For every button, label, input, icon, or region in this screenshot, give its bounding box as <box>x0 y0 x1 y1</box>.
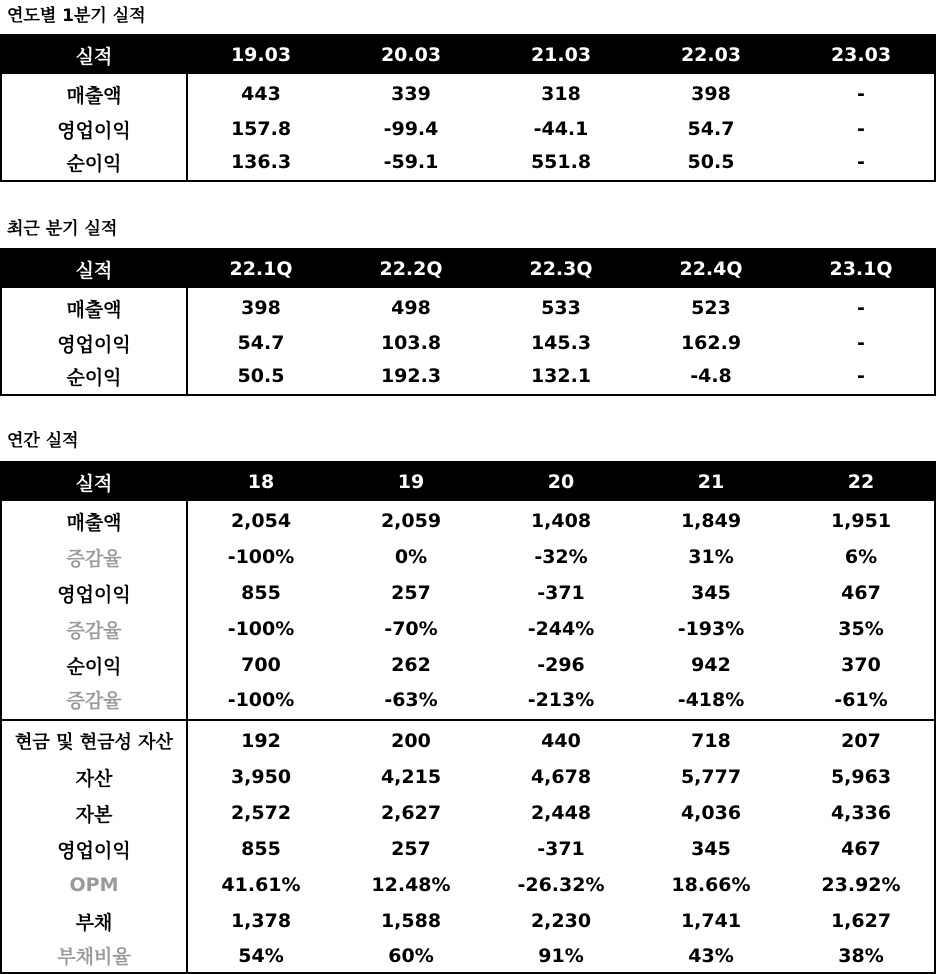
cell: 1,588 <box>380 910 442 932</box>
column-divider <box>186 288 188 394</box>
cell: - <box>857 151 865 173</box>
cell: 257 <box>391 582 431 604</box>
header-col: 20.03 <box>380 44 442 66</box>
header-col: 20 <box>547 471 575 493</box>
cell: 207 <box>841 730 881 752</box>
header-col: 22.3Q <box>529 258 593 280</box>
cell: -61% <box>834 688 888 711</box>
cell: 443 <box>241 83 281 105</box>
table-row <box>2 867 934 903</box>
section-title-recent-quarters: 최근 분기 실적 <box>7 219 118 239</box>
cell: 41.61% <box>221 874 301 896</box>
cell: 523 <box>691 297 731 319</box>
cell: 1,849 <box>680 510 742 532</box>
cell: 398 <box>691 83 731 105</box>
cell: -244% <box>527 618 595 640</box>
column-divider <box>186 74 188 180</box>
cell: 718 <box>691 730 731 752</box>
cell: -32% <box>534 546 588 568</box>
cell: 370 <box>841 654 881 676</box>
cell: 262 <box>391 654 431 676</box>
cell: - <box>857 297 865 319</box>
row-label: 증감율 <box>66 619 122 642</box>
table-row <box>2 575 934 611</box>
cell: -213% <box>527 688 595 711</box>
row-label: 현금 및 현금성 자산 <box>15 732 173 753</box>
cell: -26.32% <box>517 874 605 896</box>
cell: 103.8 <box>380 332 442 354</box>
row-label: 자산 <box>75 767 113 790</box>
row-label: 증감율 <box>66 690 122 712</box>
header-col: 22 <box>847 471 875 493</box>
cell: 91% <box>538 944 584 967</box>
cell: - <box>857 332 865 354</box>
header-col: 22.1Q <box>229 258 293 280</box>
table-body-bottom <box>2 721 934 972</box>
table-row <box>2 723 934 759</box>
cell: 157.8 <box>230 118 292 140</box>
row-label: 영업이익 <box>57 839 131 862</box>
cell: 440 <box>541 730 581 752</box>
cell: 5,777 <box>680 766 742 788</box>
cell: 2,627 <box>380 802 442 824</box>
table-row <box>2 539 934 575</box>
table-row <box>2 647 934 683</box>
cell: -44.1 <box>533 118 589 140</box>
cell: 54% <box>238 944 284 967</box>
cell: 35% <box>838 618 884 640</box>
header-col: 23.1Q <box>829 258 893 280</box>
row-label: 증감율 <box>66 547 122 570</box>
cell: 345 <box>691 838 731 860</box>
cell: 2,572 <box>230 802 292 824</box>
cell: -100% <box>227 618 295 640</box>
section-title-q1-yearly: 연도별 1분기 실적 <box>7 6 146 26</box>
cell: 192 <box>241 730 281 752</box>
table-row <box>2 903 934 939</box>
header-label: 실적 <box>75 472 113 495</box>
cell: - <box>857 365 865 387</box>
cell: - <box>857 118 865 140</box>
cell: 855 <box>241 582 281 604</box>
cell: 54.7 <box>237 332 285 354</box>
header-col: 21.03 <box>530 44 592 66</box>
cell: 4,336 <box>830 802 892 824</box>
cell: 339 <box>391 83 431 105</box>
cell: -296 <box>537 654 585 676</box>
table-row <box>2 611 934 647</box>
header-col: 21 <box>697 471 725 493</box>
cell: 398 <box>241 297 281 319</box>
table-body-top <box>2 501 934 719</box>
table-row <box>2 795 934 831</box>
table-row <box>2 112 934 146</box>
row-label: OPM <box>69 874 119 896</box>
header-col: 22.4Q <box>679 258 743 280</box>
cell: 132.1 <box>530 365 592 387</box>
header-col: 19.03 <box>230 44 292 66</box>
cell: 1,741 <box>680 910 742 932</box>
cell: 145.3 <box>530 332 592 354</box>
cell: -371 <box>537 838 585 860</box>
cell: 162.9 <box>680 332 742 354</box>
table-recent-quarters <box>0 248 936 396</box>
row-label: 자본 <box>75 803 113 826</box>
cell: 31% <box>688 546 734 568</box>
cell: 2,448 <box>530 802 592 824</box>
cell: -63% <box>384 688 438 711</box>
row-label: 매출액 <box>66 511 122 534</box>
cell: -100% <box>227 546 295 568</box>
row-label: 영업이익 <box>57 333 131 356</box>
cell: 467 <box>841 838 881 860</box>
cell: 12.48% <box>371 874 451 896</box>
cell: 5,963 <box>830 766 892 788</box>
table-row <box>2 76 934 112</box>
cell: 4,678 <box>530 766 592 788</box>
cell: 1,408 <box>530 510 592 532</box>
header-col: 23.03 <box>830 44 892 66</box>
table-q1-yearly <box>0 34 936 182</box>
table-row <box>2 146 934 178</box>
cell: 23.92% <box>821 874 901 896</box>
table-row <box>2 831 934 867</box>
table-row <box>2 683 934 716</box>
cell: 6% <box>844 546 878 568</box>
table-row <box>2 939 934 972</box>
cell: 136.3 <box>230 151 292 173</box>
cell: 1,951 <box>830 510 892 532</box>
table-annual <box>0 461 936 974</box>
cell: 2,059 <box>380 510 442 532</box>
cell: -371 <box>537 582 585 604</box>
cell: 942 <box>691 654 731 676</box>
table-header <box>2 36 934 74</box>
cell: 60% <box>388 944 434 967</box>
cell: -193% <box>677 618 745 640</box>
header-col: 22.2Q <box>379 258 443 280</box>
column-divider <box>186 501 188 719</box>
cell: 54.7 <box>687 118 735 140</box>
table-row <box>2 326 934 360</box>
cell: 498 <box>391 297 431 319</box>
cell: 0% <box>394 546 428 568</box>
row-label: 부채 <box>75 911 113 934</box>
cell: 43% <box>688 944 734 967</box>
cell: 345 <box>691 582 731 604</box>
cell: 318 <box>541 83 581 105</box>
cell: -100% <box>227 688 295 711</box>
cell: 4,036 <box>680 802 742 824</box>
cell: -99.4 <box>383 118 439 140</box>
cell: 2,054 <box>230 510 292 532</box>
cell: 192.3 <box>380 365 442 387</box>
table-row <box>2 503 934 539</box>
header-col: 18 <box>247 471 275 493</box>
row-label: 영업이익 <box>57 119 131 142</box>
header-col: 19 <box>397 471 425 493</box>
row-label: 매출액 <box>66 298 122 321</box>
cell: 50.5 <box>687 151 735 173</box>
cell: 551.8 <box>530 151 592 173</box>
cell: 2,230 <box>530 910 592 932</box>
row-label: 순이익 <box>66 366 122 389</box>
header-col: 22.03 <box>680 44 742 66</box>
header-label: 실적 <box>75 259 113 282</box>
cell: 50.5 <box>237 365 285 387</box>
cell: -70% <box>384 618 438 640</box>
cell: 700 <box>241 654 281 676</box>
table-header <box>2 250 934 288</box>
table-row <box>2 759 934 795</box>
row-label: 순이익 <box>66 152 122 175</box>
cell: 1,378 <box>230 910 292 932</box>
cell: 1,627 <box>830 910 892 932</box>
cell: -418% <box>677 688 745 711</box>
row-label: 부채비율 <box>57 946 131 968</box>
cell: 257 <box>391 838 431 860</box>
column-divider <box>186 721 188 972</box>
cell: -4.8 <box>690 365 732 387</box>
cell: -59.1 <box>383 151 439 173</box>
table-row <box>2 290 934 326</box>
table-row <box>2 360 934 392</box>
cell: - <box>857 83 865 105</box>
cell: 4,215 <box>380 766 442 788</box>
cell: 855 <box>241 838 281 860</box>
cell: 467 <box>841 582 881 604</box>
cell: 200 <box>391 730 431 752</box>
row-label: 매출액 <box>66 84 122 107</box>
row-label: 영업이익 <box>57 583 131 606</box>
cell: 533 <box>541 297 581 319</box>
table-header <box>2 463 934 501</box>
cell: 38% <box>838 944 884 967</box>
cell: 18.66% <box>671 874 751 896</box>
section-title-annual: 연간 실적 <box>7 431 79 451</box>
cell: 3,950 <box>230 766 292 788</box>
row-label: 순이익 <box>66 655 122 678</box>
header-label: 실적 <box>75 45 113 68</box>
